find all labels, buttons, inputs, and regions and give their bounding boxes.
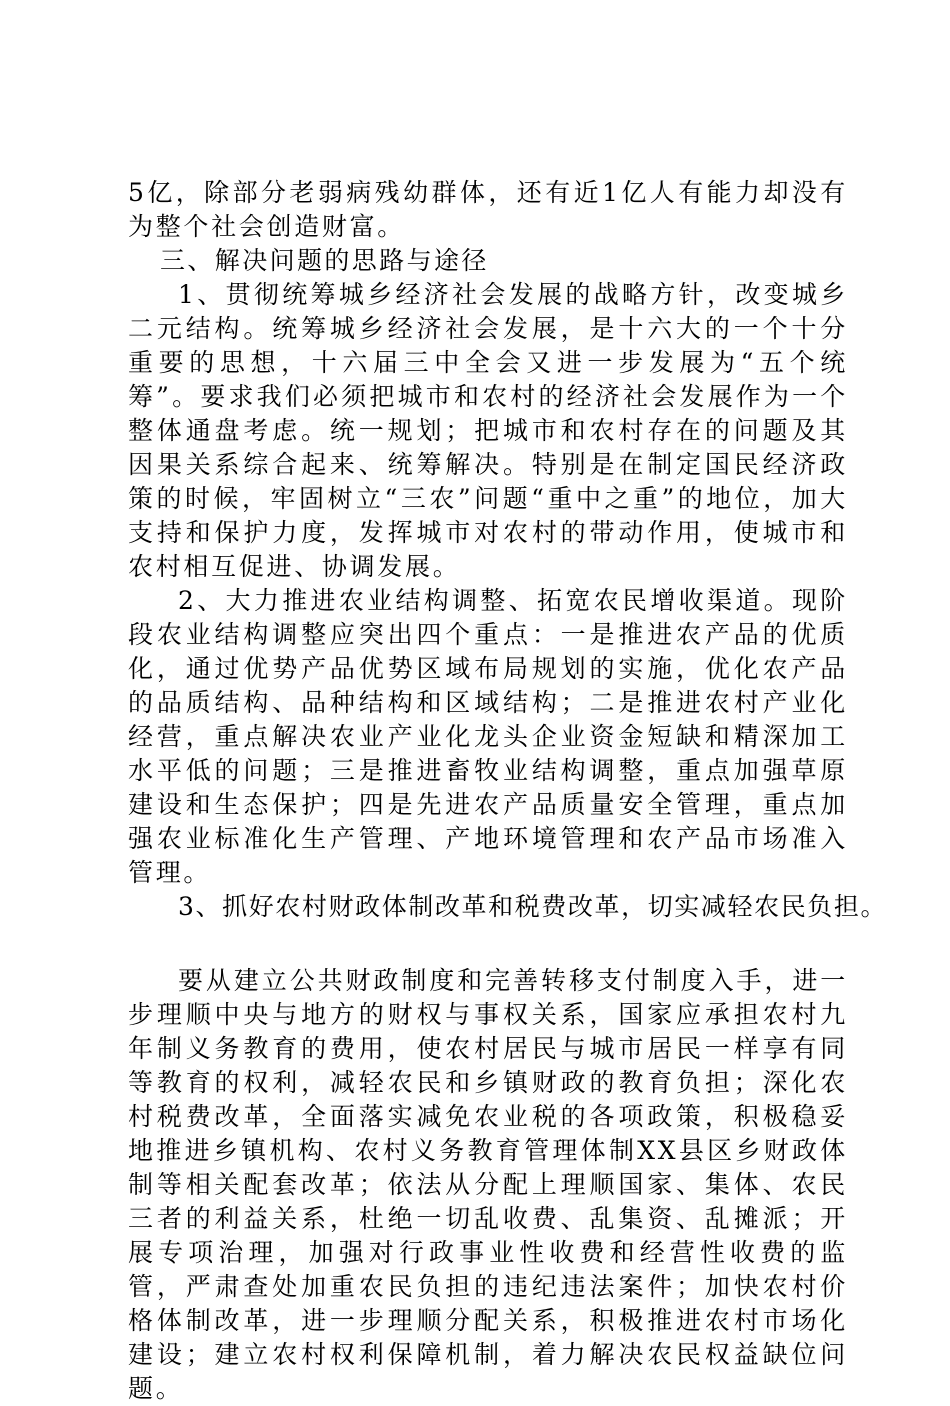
- paragraph-item-2: 2、大力推进农业结构调整、拓宽农民增收渠道。现阶段农业结构调整应突出四个重点：一是推进农产品的优质化，通过优势产品优势区域布局规划的实施，优化农产品的品质结构、品种结构和区域结构；二是推进农村产业化经营，重点解决农业产业化龙头企业资金短缺和精深加工水平低的问题；三是推进畜牧业结构调整，重点加强草原建设和生态保护；四是先进农产品质量安全管理，重点加强农业标准化生产管理、产地环境管理和农产品市场准入管理。: [128, 586, 848, 887]
- document-page: [128, 176, 888, 1406]
- paragraph-continuation: 5亿，除部分老弱病残幼群体，还有近1亿人有能力却没有为整个社会创造财富。: [128, 178, 848, 241]
- paragraph-item-3-heading: 3、抓好农村财政体制改革和税费改革，切实减轻农民负担。: [178, 892, 888, 921]
- paragraph-item-3-body: 要从建立公共财政制度和完善转移支付制度入手，进一步理顺中央与地方的财权与事权关系，国家应承担农村九年制义务教育的费用，使农村居民与城市居民一样享有同等教育的权利，减轻农民和乡镇财政的教育负担；深化农村税费改革，全面落实减免农业税的各项政策，积极稳妥地推进乡镇机构、农村义务教育管理体制XX县区乡财政体制等相关配套改革；依法从分配上理顺国家、集体、农民三者的利益关系，杜绝一切乱收费、乱集资、乱摊派；开展专项治理，加强对行政事业性收费和经营性收费的监管，严肃查处加重农民负担的违纪违法案件；加快农村价格体制改革，进一步理顺分配关系，积极推进农村市场化建设；建立农村权利保障机制，着力解决农民权益缺位问题。: [128, 966, 848, 1403]
- paragraph-item-1: 1、贯彻统筹城乡经济社会发展的战略方针，改变城乡二元结构。统筹城乡经济社会发展，是十六大的一个十分重要的思想，十六届三中全会又进一步发展为“五个统筹”。要求我们必须把城市和农村的经济社会发展作为一个整体通盘考虑。统一规划；把城市和农村存在的问题及其因果关系综合起来、统筹解决。特别是在制定国民经济政策的时候，牢固树立“三农”问题“重中之重”的地位，加大支持和保护力度，发挥城市对农村的带动作用，使城市和农村相互促进、协调发展。: [128, 280, 848, 581]
- paragraph-gap: [128, 924, 848, 964]
- section-heading: 三、解决问题的思路与途径: [160, 246, 489, 275]
